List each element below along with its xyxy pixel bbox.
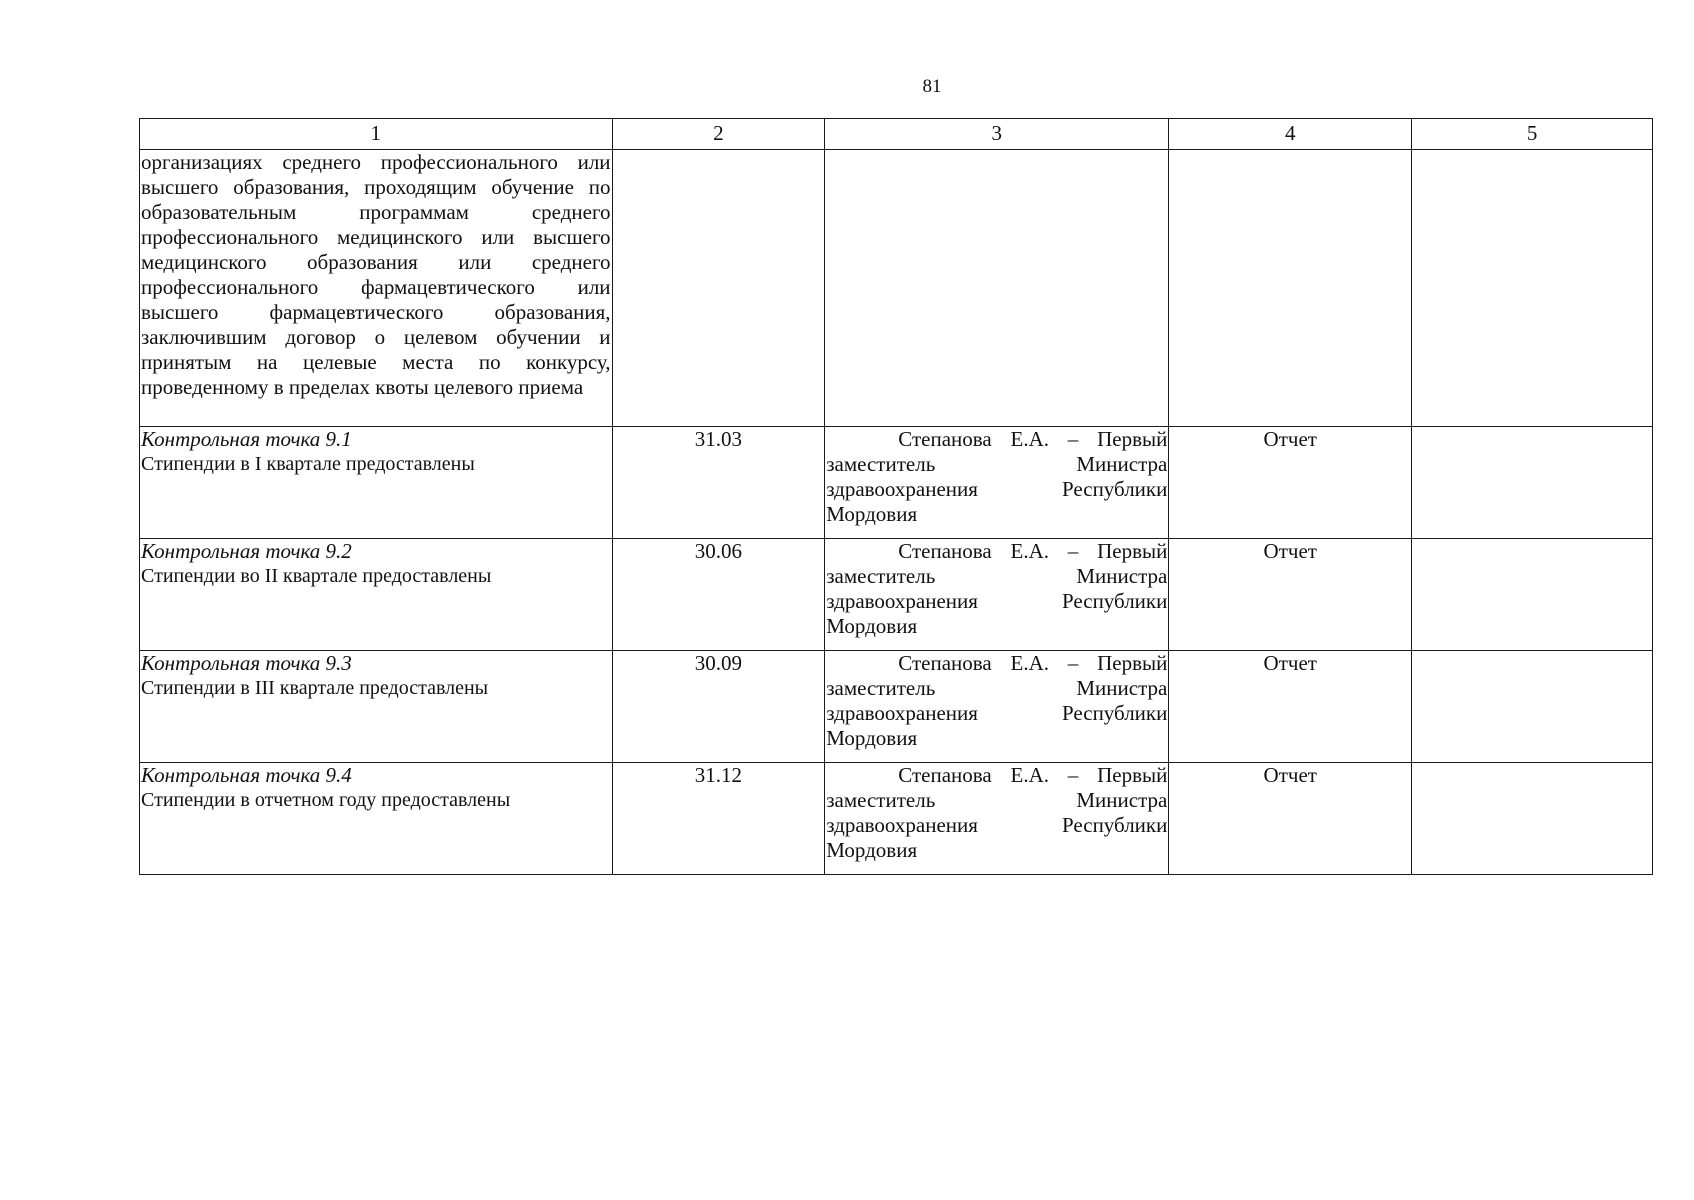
table-row	[140, 651, 1653, 763]
control-point-description: Стипендии в I квартале предоставлены	[141, 453, 475, 475]
result-cell: Отчет	[1169, 651, 1412, 763]
col5-cell	[1412, 651, 1653, 763]
control-point-title: Контрольная точка 9.2	[141, 539, 352, 563]
control-point-description: Стипендии в III квартале предоставлены	[141, 677, 489, 699]
page-number: 81	[922, 76, 942, 97]
result-cell: Отчет	[1169, 539, 1412, 651]
col5-cell	[1412, 539, 1653, 651]
control-point-cell	[140, 539, 613, 651]
intro-col5-cell	[1412, 150, 1653, 427]
header-col-2: 2	[612, 119, 825, 150]
control-points-table	[139, 118, 1653, 875]
date-cell: 31.03	[612, 427, 825, 539]
responsible-cell	[825, 651, 1169, 763]
result-cell: Отчет	[1169, 427, 1412, 539]
date-cell: 30.09	[612, 651, 825, 763]
table-row	[140, 539, 1653, 651]
header-col-1: 1	[140, 119, 613, 150]
control-point-description: Стипендии во II квартале предоставлены	[141, 565, 492, 587]
result-cell: Отчет	[1169, 763, 1412, 875]
control-point-cell	[140, 427, 613, 539]
control-point-description: Стипендии в отчетном году предоставлены	[141, 789, 511, 811]
control-point-title: Контрольная точка 9.1	[141, 427, 352, 451]
header-col-5: 5	[1412, 119, 1653, 150]
header-col-3: 3	[825, 119, 1169, 150]
table-header-row	[140, 119, 1653, 150]
table-row-intro	[140, 150, 1653, 427]
responsible-text: Степанова Е.А. – Первый заместитель Министра здравоохранения Республики Мордовия	[826, 651, 1168, 750]
responsible-cell	[825, 763, 1169, 875]
control-point-title: Контрольная точка 9.4	[141, 763, 352, 787]
responsible-cell	[825, 539, 1169, 651]
intro-text-cell	[140, 150, 613, 427]
date-cell: 30.06	[612, 539, 825, 651]
intro-date-cell	[612, 150, 825, 427]
control-point-cell	[140, 651, 613, 763]
control-point-cell	[140, 763, 613, 875]
col5-cell	[1412, 763, 1653, 875]
table-row	[140, 763, 1653, 875]
responsible-text: Степанова Е.А. – Первый заместитель Министра здравоохранения Республики Мордовия	[826, 763, 1168, 862]
intro-responsible-cell	[825, 150, 1169, 427]
intro-result-cell	[1169, 150, 1412, 427]
table-row	[140, 427, 1653, 539]
intro-text: организациях среднего профессионального или высшего образования, проходящим обучение по образовательным программам среднего профессионального медицинского или высшего медицинского образования или среднего профессионального фармацевтического или высшего фармацевтического образования, заключившим договор о целевом обучении и принятым на целевые места по конкурсу, проведенному в пределах квоты целевого приема	[141, 150, 611, 399]
date-cell: 31.12	[612, 763, 825, 875]
responsible-text: Степанова Е.А. – Первый заместитель Министра здравоохранения Республики Мордовия	[826, 539, 1168, 638]
header-col-4: 4	[1169, 119, 1412, 150]
control-point-title: Контрольная точка 9.3	[141, 651, 352, 675]
responsible-text: Степанова Е.А. – Первый заместитель Министра здравоохранения Республики Мордовия	[826, 427, 1168, 526]
col5-cell	[1412, 427, 1653, 539]
responsible-cell	[825, 427, 1169, 539]
